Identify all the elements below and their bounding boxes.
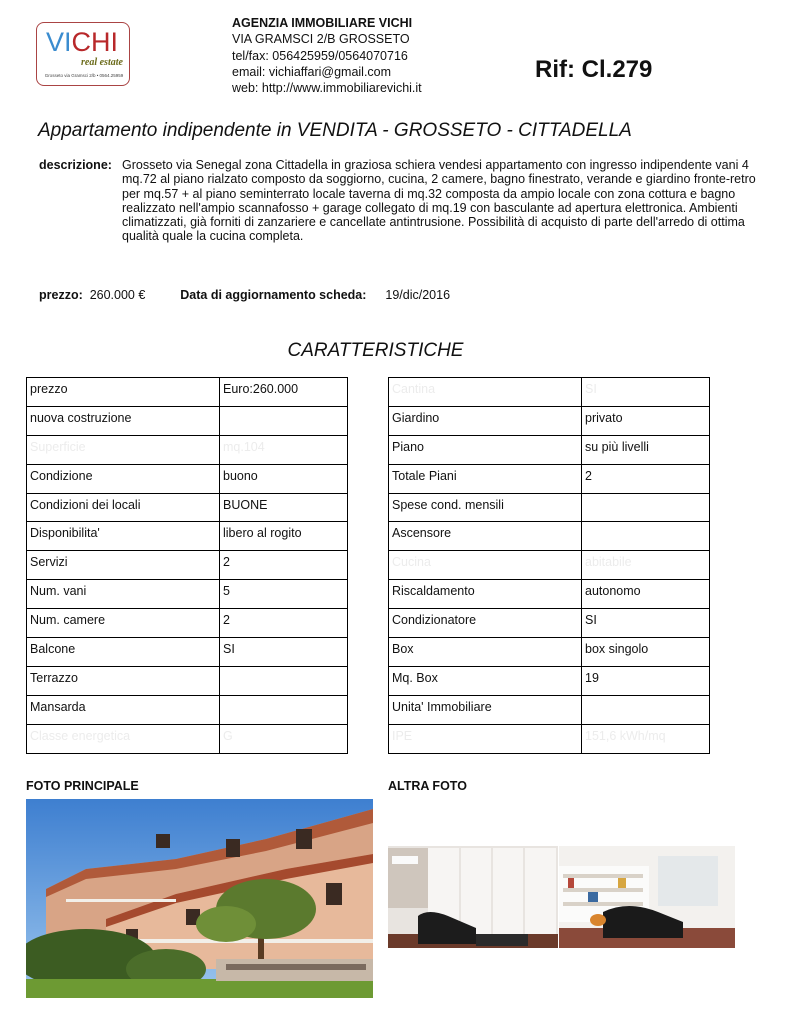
feature-value: G [220, 724, 348, 753]
feature-value: 2 [220, 551, 348, 580]
price-row [39, 288, 450, 302]
feature-value [220, 695, 348, 724]
listing-title: Appartamento indipendente in VENDITA - GROSSETO - CITTADELLA [38, 120, 632, 141]
feature-value: privato [582, 406, 710, 435]
feature-row [389, 580, 710, 609]
update-value: 19/dic/2016 [385, 288, 451, 302]
feature-name: Cucina [389, 551, 582, 580]
feature-value: autonomo [582, 580, 710, 609]
feature-value: 5 [220, 580, 348, 609]
feature-row [389, 551, 710, 580]
logo-chi: CHI [71, 27, 119, 57]
feature-row [27, 435, 348, 464]
feature-row [27, 551, 348, 580]
feature-name: Balcone [27, 638, 220, 667]
feature-name: Superficie [27, 435, 220, 464]
feature-name: Piano [389, 435, 582, 464]
agency-logo [36, 22, 130, 86]
feature-name: Num. camere [27, 609, 220, 638]
feature-value: SI [220, 638, 348, 667]
feature-name: nuova costruzione [27, 406, 220, 435]
feature-row [389, 666, 710, 695]
interior-photo-image [388, 846, 735, 948]
description-label: descrizione: [39, 158, 112, 172]
feature-name: Classe energetica [27, 724, 220, 753]
feature-name: Giardino [389, 406, 582, 435]
feature-row [27, 724, 348, 753]
feature-row [389, 493, 710, 522]
feature-value: abitabile [582, 551, 710, 580]
feature-name: Riscaldamento [389, 580, 582, 609]
feature-row [389, 435, 710, 464]
feature-row [27, 666, 348, 695]
feature-value: box singolo [582, 638, 710, 667]
other-photo [388, 846, 735, 948]
feature-name: IPE [389, 724, 582, 753]
feature-row [27, 609, 348, 638]
feature-value [582, 695, 710, 724]
feature-row [389, 522, 710, 551]
feature-name: Unita' Immobiliare [389, 695, 582, 724]
feature-name: prezzo [27, 378, 220, 407]
feature-value [220, 406, 348, 435]
feature-name: Box [389, 638, 582, 667]
feature-value [582, 493, 710, 522]
logo-address: Grosseto via Gramsci 2/b • 0564.25959 [44, 73, 124, 78]
house-photo-image [26, 799, 373, 998]
agency-email: email: vichiaffari@gmail.com [232, 64, 392, 79]
feature-value: su più livelli [582, 435, 710, 464]
logo-vi: VI [46, 27, 72, 57]
feature-row [27, 493, 348, 522]
feature-name: Spese cond. mensili [389, 493, 582, 522]
feature-value: SI [582, 609, 710, 638]
feature-value: libero al rogito [220, 522, 348, 551]
feature-row [27, 522, 348, 551]
other-photo-label: ALTRA FOTO [388, 779, 467, 793]
main-photo-label: FOTO PRINCIPALE [26, 779, 139, 793]
feature-name: Ascensore [389, 522, 582, 551]
feature-row [389, 406, 710, 435]
feature-value: 151,6 kWh/mq [582, 724, 710, 753]
logo-tagline: real estate [81, 57, 123, 68]
reference-code: Rif: Cl.279 [535, 56, 653, 83]
agency-name: AGENZIA IMMOBILIARE VICHI [232, 16, 413, 30]
feature-value: 19 [582, 666, 710, 695]
price-label: prezzo: [39, 288, 83, 302]
price-value: 260.000 € [89, 288, 146, 302]
feature-value: SI [582, 378, 710, 407]
main-photo [26, 799, 373, 998]
feature-row [27, 580, 348, 609]
feature-row [389, 464, 710, 493]
feature-value: Euro:260.000 [220, 378, 348, 407]
feature-name: Disponibilita' [27, 522, 220, 551]
feature-row [389, 724, 710, 753]
feature-name: Servizi [27, 551, 220, 580]
feature-row [389, 695, 710, 724]
features-title: CARATTERISTICHE [287, 340, 464, 361]
feature-name: Totale Piani [389, 464, 582, 493]
feature-row [27, 695, 348, 724]
description-text: Grosseto via Senegal zona Cittadella in graziosa schiera vendesi appartamento con ingresso indipendente vani 4 mq.72 al piano rialzato composto da soggiorno, cucina, 2 camere, bagno finestrato, verande e giardino fronte-retro per mq.57 + al piano seminterrato locale taverna di mq.32 composta da ampio locale con zona cottura e bagno realizzato nell'ampio scannafosso + garage collegato di mq.19 con basculante ad apertura elettronica. Ambienti climatizzati, già forniti di zanzariere e cancellate antintrusione. Possibilità di acquisto di parte dell'arredo di ottima qualità quale la cucina completa. [122, 158, 756, 244]
feature-row [27, 464, 348, 493]
feature-name: Terrazzo [27, 666, 220, 695]
feature-row [389, 609, 710, 638]
feature-name: Cantina [389, 378, 582, 407]
feature-row [389, 378, 710, 407]
feature-name: Condizionatore [389, 609, 582, 638]
feature-row [27, 378, 348, 407]
feature-name: Num. vani [27, 580, 220, 609]
feature-row [27, 638, 348, 667]
feature-row [27, 406, 348, 435]
feature-value: mq.104 [220, 435, 348, 464]
update-label: Data di aggiornamento scheda: [180, 288, 367, 302]
agency-address: VIA GRAMSCI 2/B GROSSETO [232, 32, 410, 47]
feature-name: Mq. Box [389, 666, 582, 695]
features-table-right [388, 377, 710, 754]
agency-info [232, 15, 422, 96]
feature-value: buono [220, 464, 348, 493]
agency-web: web: http://www.immobiliarevichi.it [232, 81, 422, 96]
feature-name: Condizioni dei locali [27, 493, 220, 522]
feature-row [389, 638, 710, 667]
feature-value: BUONE [220, 493, 348, 522]
feature-value [220, 666, 348, 695]
feature-value: 2 [582, 464, 710, 493]
feature-value [582, 522, 710, 551]
feature-name: Condizione [27, 464, 220, 493]
agency-phone: tel/fax: 056425959/0564070716 [232, 48, 408, 63]
features-table-left [26, 377, 348, 754]
feature-name: Mansarda [27, 695, 220, 724]
feature-value: 2 [220, 609, 348, 638]
